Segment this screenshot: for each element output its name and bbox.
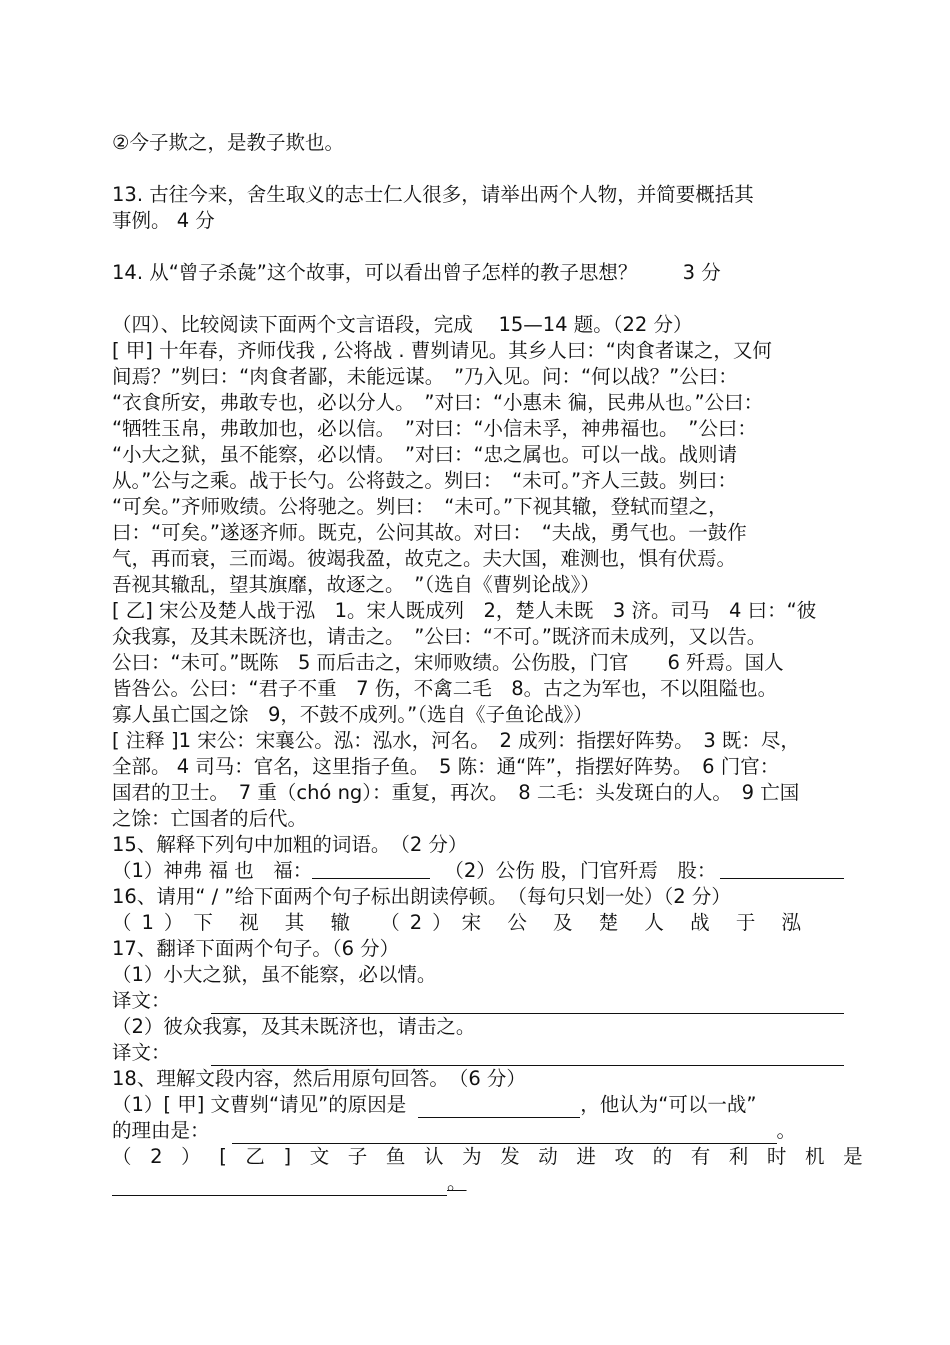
q18-item-1 — [112, 1092, 844, 1118]
q16-item-2: （2）宋 公 及 楚 人 战 于 泓 — [380, 911, 812, 934]
passage-b-line: [ 乙] 宋公及楚人战于泓 1。宋人既成列 2，楚人未既 3 济。司马 4 曰：“彼 — [112, 599, 817, 622]
notes-line: 国君的卫士。 7 重（chó ng）：重复，再次。 8 二毛：头发斑白的人。 9 亡国 — [112, 781, 800, 804]
notes-line: 全部。 4 司马：官名，这里指子鱼。 5 陈：通“阵”，指摆好阵势。 6 门官： — [112, 755, 780, 778]
question-16-items — [112, 910, 844, 936]
translation-blank[interactable] — [211, 993, 844, 1014]
question-13-cont: 事例。 4 分 — [112, 209, 215, 232]
question-14: 14. 从“曾子杀彘”这个故事，可以看出曾子怎样的教子思想？ 3 分 — [112, 261, 721, 284]
answer-blank[interactable] — [232, 1123, 777, 1144]
notes-line: 之馀：亡国者的后代。 — [112, 807, 308, 830]
text-line: ②今子欺之，是教子欺也。 — [112, 131, 344, 154]
section-heading: （四）、比较阅读下面两个文言语段，完成 15—14 题。（22 分） — [112, 313, 693, 336]
question-17: 17、翻译下面两个句子。（6 分） — [112, 937, 400, 960]
q17-item-2: （2）彼众我寡，及其未既济也，请击之。 — [112, 1015, 476, 1038]
q18-item-1-text-2: ，他认为“可以一战” — [580, 1093, 757, 1116]
passage-a-line: [ 甲] 十年春，齐师伐我 , 公将战 . 曹刿请见。其乡人曰：“肉食者谋之，又何 — [112, 339, 772, 362]
passage-a-line: 吾视其辙乱，望其旗靡，故逐之。 ”（选自《曹刿论战》） — [112, 573, 600, 596]
translation-row — [112, 1040, 844, 1066]
passage-a-line: 气，再而衰，三而竭。彼竭我盈，故克之。夫大国，难测也，惧有伏焉。 — [112, 547, 737, 570]
passage-a-line: 曰：“可矣。”遂逐齐师。既克，公问其故。对曰： “夫战，勇气也。一鼓作 — [112, 521, 747, 544]
question-18: 18、理解文段内容，然后用原句回答。 （6 分） — [112, 1067, 526, 1090]
q18-item-2: （ 2 ） [ 乙 ] 文 子 鱼 认 为 发 动 进 攻 的 有 利 时 机 是 — [112, 1145, 869, 1168]
question-15-items — [112, 858, 844, 884]
q18-item-1-text: （1）[ 甲] 文曹刿“请见”的原因是 — [112, 1093, 407, 1116]
passage-b-line: 众我寡，及其未既济也，请击之。 ”公曰：“不可。”既济而未成列，又以告。 — [112, 625, 767, 648]
document-page — [112, 130, 869, 1196]
passage-a-line: 间焉？”刿曰：“肉食者鄙，未能远谋。 ”乃入见。问：“何以战？”公曰： — [112, 365, 738, 388]
answer-blank[interactable] — [720, 858, 844, 879]
question-16: 16、请用“ / ”给下面两个句子标出朗读停顿。 （每句只划一处）（2 分） — [112, 885, 731, 908]
passage-b-line: 皆咎公。公曰：“君子不重 7 伤，不禽二毛 8。古之为军也，不以阻隘也。 — [112, 677, 778, 700]
passage-a-line: “小大之狱，虽不能察，必以情。 ”对曰：“忠之属也。可以一战。战则请 — [112, 443, 738, 466]
answer-blank[interactable] — [312, 858, 430, 879]
answer-blank[interactable] — [418, 1097, 580, 1118]
period: 。 — [447, 1171, 467, 1194]
passage-a-line: “衣食所安，弗敢专也，必以分人。 ”对曰：“小惠未 徧，民弗从也。”公曰： — [112, 391, 764, 414]
q15-item-1: （1）神弗 福 也 福： — [112, 859, 313, 882]
q18-item-1-reason-label: 的理由是： — [112, 1119, 210, 1142]
question-13: 13. 古往今来，舍生取义的志士仁人很多，请举出两个人物，并简要概括其 — [112, 183, 754, 206]
passage-b-line: 寡人虽亡国之馀 9，不鼓不成列。”（选自《子鱼论战》） — [112, 703, 593, 726]
period: 。 — [776, 1119, 797, 1142]
q18-item-2-cont — [112, 1170, 844, 1196]
passage-a-line: “牺牲玉帛，弗敢加也，必以信。 ”对曰：“小信未孚，神弗福也。 ”公曰： — [112, 417, 757, 440]
q16-item-1: （1）下 视 其 辙 — [112, 911, 361, 934]
q17-item-1: （1）小大之狱，虽不能察，必以情。 — [112, 963, 437, 986]
passage-a-line: “可矣。”齐师败绩。公将驰之。刿曰： “未可。”下视其辙，登轼而望之， — [112, 495, 728, 518]
translation-label: 译文： — [112, 989, 171, 1012]
passage-b-line: 公曰：“未可。”既陈 5 而后击之，宋师败绩。公伤股，门官 6 歼焉。国人 — [112, 651, 784, 674]
q18-item-1-cont — [112, 1118, 844, 1144]
translation-row — [112, 988, 844, 1014]
translation-blank[interactable] — [211, 1045, 844, 1066]
passage-a-line: 从。”公与之乘。战于长勺。公将鼓之。刿曰： “未可。”齐人三鼓。刿曰： — [112, 469, 738, 492]
question-15: 15、解释下列句中加粗的词语。 （2 分） — [112, 833, 468, 856]
notes-line: [ 注释 ]1 宋公：宋襄公。泓：泓水，河名。 2 成列：指摆好阵势。 3 既：尽， — [112, 729, 800, 752]
translation-label: 译文： — [112, 1041, 171, 1064]
q15-item-2: （2）公伤 股，门官歼焉 股： — [444, 859, 717, 882]
answer-blank[interactable] — [112, 1175, 447, 1196]
